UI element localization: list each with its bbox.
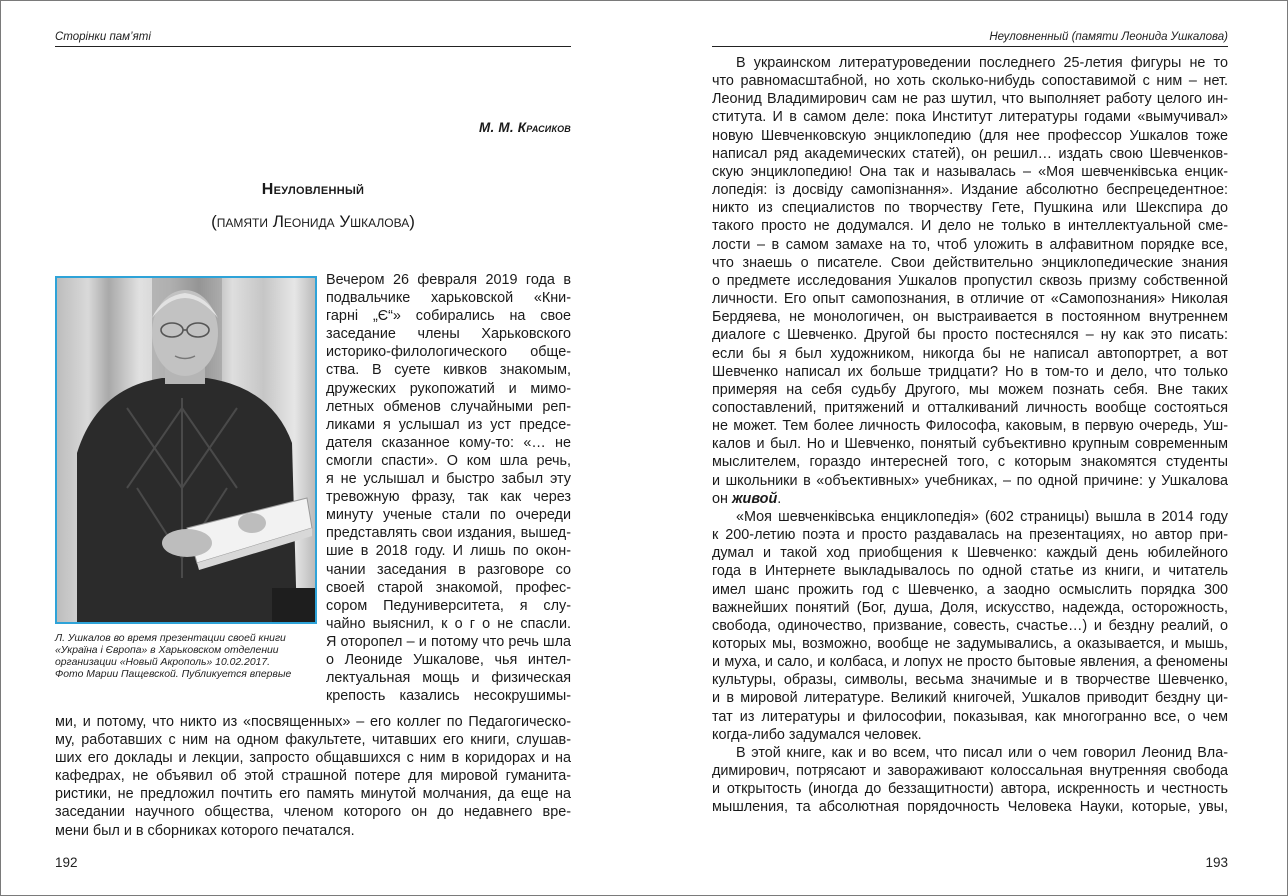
text-line: о Леониде Ушкалове, чья интел-: [326, 651, 571, 668]
text-line: личности. Его опыт самопознания, в отличие от «Самопознания» Николая: [712, 291, 1228, 308]
text-line: имел шанс прожить год с Шевченко, а заодно осмыслить порядка 300: [712, 581, 1228, 598]
text-line: Я оторопел – и потому что речь шла: [326, 633, 571, 650]
text-line: что знаешь о писателе. Свои действительно энциклопедические знания: [712, 254, 1228, 271]
text-line: историко-филологического обще-: [326, 344, 571, 361]
caption-line: организации «Новый Акрополь» 10.02.2017.: [55, 657, 271, 668]
text-line: к 200-летию поэта и просто раздавалась на презентациях, но автор при-: [712, 527, 1228, 544]
text-line: мыслителем, гораздо интересней того, с которым знакомятся студенты: [712, 454, 1228, 471]
text-line: тревожную фразу, так как через: [326, 489, 571, 506]
text-line: Вечером 26 февраля 2019 года в: [326, 272, 571, 288]
text-line: культуры, образы, символы, весьма значимые и в творчестве Шевченко,: [712, 672, 1228, 689]
text-line: написал ряд академических статей), он решил… издать свою Шевченков-: [712, 145, 1228, 162]
text-line: и открытость (иногда до беззащитности) автора, искренность и честность: [712, 781, 1228, 798]
text-line: «Моя шевченківська енциклопедія» (602 страницы) вышла в 2014 году: [736, 508, 1228, 525]
text-line: и школьники в «объективных» учебниках, – по одной причине: у Ушкалова: [712, 472, 1228, 489]
text-line: лектуальная мощь и физическая: [326, 670, 571, 687]
text-line: подвальчике харьковской «Кни-: [326, 290, 571, 307]
text-line: заседание члены Харьковского: [326, 326, 571, 343]
text-line: года в Интернете выкладывалось по одной статье из книги, и читатель: [712, 563, 1228, 580]
text-line: лопедія: із досвіду самопізнання». Издание абсолютно беспрецедентное:: [712, 182, 1228, 199]
text-line: летных обменов случайными реп-: [326, 398, 571, 415]
caption-line: «Україна і Європа» в Харьковском отделении: [55, 645, 279, 656]
text-line: ших его доклады и лекции, запросто общавшихся с ним в коридорах и на: [55, 750, 571, 767]
text-line: шие в 2018 году. И лишь по окон-: [326, 543, 571, 560]
text-line: ства. В суете кивков знакомым,: [326, 362, 571, 379]
text-line: и муха, и сало, и колбаса, и лопух не просто бытовые явления, а феномены: [712, 654, 1228, 671]
text-line: кафедрах, не объявил об этой страшной потере для мировой гуманита-: [55, 768, 571, 785]
text-line: мени был и в сборниках которого печатался.: [55, 822, 355, 839]
portrait-photo: [55, 276, 317, 624]
text-line: чайно выяснил, к о г о не спасли.: [326, 615, 571, 632]
text-line: сопоставлений, притяжений и отталкиваний личность вообще состояться: [712, 399, 1228, 416]
portrait-illustration: [57, 278, 315, 622]
text-line: которых мы, возможно, вообще не задумывались, а оказывается, и мышь,: [712, 636, 1228, 652]
text-line: о предмете исследования Ушкалов пропустил сквозь призму собственной: [712, 272, 1228, 289]
text-line: минуту ученые стали по очереди: [326, 507, 571, 524]
text-line: скую энциклопедию! Она так и называлась – «Моя шевченківська енцик-: [712, 163, 1228, 180]
article-subtitle: (памяти Леонида Ушкалова): [211, 212, 415, 231]
text-line: примеряя на себя судьбу Другого, мы можем познать себя. Вне таких: [712, 381, 1228, 398]
text-line: диалоге с Шевченко. Другой бы просто постеснялся – ну как это писать:: [712, 327, 1228, 344]
running-head-left: Сторінки пам’яті: [55, 30, 571, 47]
text-line: когда-либо задумался человек.: [712, 726, 922, 743]
text-line: гарні „Є“» собирались на свое: [326, 308, 571, 325]
text-line: заседании научного общества, членом которого он до недавнего вре-: [55, 804, 571, 821]
text-line: своей старой знакомой, профес-: [326, 579, 571, 596]
text-line: не может. Тем более личность Философа, каковым, в первую очередь, Уш-: [712, 418, 1228, 435]
text-line: что равномасштабной, но хоть сколько-нибудь сопоставимой с ним – нет.: [712, 73, 1228, 90]
article-title: Неуловленный: [261, 181, 365, 198]
text-line: В украинском литературоведении последнего 25-летия фигуры не то: [736, 55, 1228, 71]
text-line: ми, и потому, что никто из «посвященных» – его коллег по Педагогическо-: [55, 714, 571, 730]
text-line: димирович, потрясают и завораживают колоссальная внутренняя свобода: [712, 763, 1228, 780]
text-line: если бы я был художником, никогда бы не написал автопортрет, а вот: [712, 345, 1228, 362]
text-line: представлять свои издания, вышед-: [326, 525, 571, 542]
text-line: ликами я услышал из уст предсе-: [326, 416, 571, 433]
text-line: никто из специалистов по творчеству Гете, Пушкина или Шекспира до: [712, 200, 1228, 217]
text-line: тат из литературы и философии, показывая, как многогранно все, о чем: [712, 708, 1228, 725]
caption-line: Фото Марии Пащевской. Публикуется впервые: [55, 669, 292, 680]
text-line: важнейших понятий (Бог, душа, Доля, искусство, надежда, осторожность,: [712, 599, 1228, 616]
text-line: думал и такой ход приобщения к Шевченко: каждый день юбилейного: [712, 545, 1228, 562]
text-line: Шевченко написал их больше тридцати? Но в том-то и дело, что только: [712, 363, 1228, 380]
page-number-right: 193: [1205, 855, 1228, 870]
text-line: он живой.: [712, 490, 782, 507]
emphasis-text: живой: [731, 490, 778, 507]
text-line: ристики, не предложил почтить его память минутой молчания, да еще на: [55, 786, 571, 803]
text-line: му, работавших с ним на одном факультете, читавших его книги, слушав-: [55, 732, 571, 749]
text-line: смогли спасти». О ком шла речь,: [326, 452, 571, 469]
text-line: сором Педуниверситета, я слу-: [326, 597, 571, 614]
text-line: дружеских рукопожатий и мимо-: [326, 380, 571, 397]
caption-line: Л. Ушкалов во время презентации своей книги: [55, 633, 286, 644]
text-line: новую Шевченковскую энциклопедию (для нее профессор Ушкалов тоже: [712, 127, 1228, 144]
text-line: лости – в самом замахе на то, чтоб уложить в алфавитном порядке все,: [712, 236, 1228, 253]
text-line: крепость казались несокрушимы-: [326, 688, 571, 705]
right-page: [712, 1, 1228, 895]
text-line: чании заседания в разговоре со: [326, 561, 571, 578]
article-author: М. М. Красиков: [479, 120, 571, 135]
text-line: такого просто не додумался. И дело не только в интеллектуальной сме-: [712, 218, 1228, 235]
text-line: В этой книге, как и во всем, что писал или о чем говорил Леонид Вла-: [736, 744, 1228, 761]
page-number-left: 192: [55, 855, 78, 870]
text-line: калов и был. Но и Шевченко, понятый субъективно крупным современным: [712, 436, 1228, 453]
body-text-column: [326, 271, 571, 705]
text-line: Леонид Владимирович сам не раз шутил, что выполняет работу целого ин-: [712, 91, 1228, 108]
text-line: ститута. И в самом деле: пока Институт литературы годами «вымучивал»: [712, 109, 1228, 126]
text-line: дателя сказанное кому-то: «… не: [326, 434, 571, 451]
text-line: мышления, та абсолютная порядочность Человека Науки, которые, увы,: [712, 799, 1228, 816]
text-line: и в мировой литературе. Великий книгочей, Ушкалов приводит бездну ци-: [712, 690, 1228, 707]
body-text-right: [712, 54, 1228, 817]
photo-caption: [55, 633, 317, 681]
text-line: я не услышал и быстро забыл эту: [326, 471, 571, 488]
text-line: Бердяева, не монологичен, он выстраивается в постоянном внутреннем: [712, 309, 1228, 326]
running-head-right: Неуловненный (памяти Леонида Ушкалова): [712, 30, 1228, 47]
left-page: [55, 1, 571, 895]
text-line: свобода, одиночество, призвание, совесть, счастье…) и бездну реалий, о: [712, 617, 1228, 634]
body-text-full-width: [55, 713, 571, 840]
